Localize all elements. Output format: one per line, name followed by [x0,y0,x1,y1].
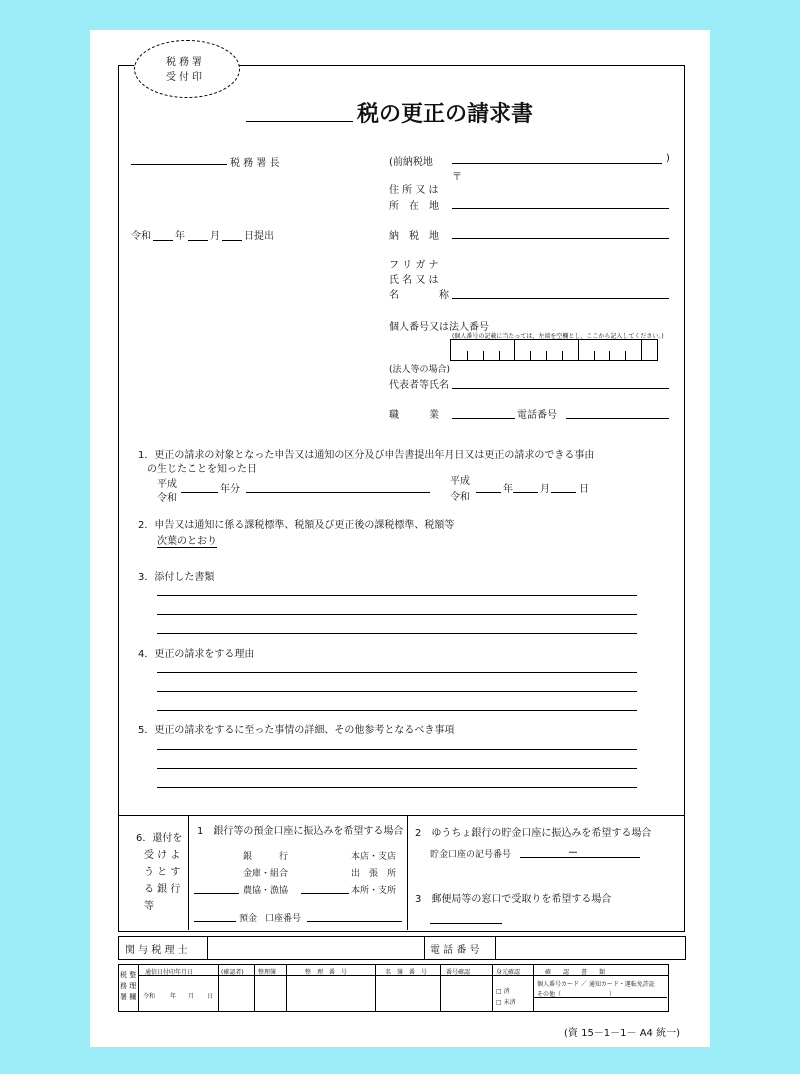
office-col-5 [375,964,376,1011]
section2-attachment-note: 次葉のとおり [157,532,217,548]
s5-line-3[interactable] [157,787,637,788]
s1-reiwa-left: 令和 [157,493,177,504]
bank-name-field[interactable] [194,893,239,894]
s3-line-1[interactable] [157,595,637,596]
yokin-label: 預金 [239,914,258,924]
refund-option-2: 2 ゆうちょ銀行の貯金口座に振込みを希望する場合 [415,828,652,839]
prev-tax-place-field[interactable] [452,163,662,164]
office-h-documents: 確 認 書 類 [545,969,606,976]
phone-label: 電話番号 [517,410,557,421]
s1-reiwa-right: 令和 [450,492,470,503]
s1-nenbun: 年分 [220,484,240,495]
address-field[interactable] [452,208,669,209]
accountant-div-2 [424,936,425,959]
section1-heading-cont: の生じたことを知った日 [147,464,257,475]
refund-label-1: 6．還付を [136,833,183,844]
name-field[interactable] [452,298,669,299]
office-col-4 [286,964,287,1011]
date-month: 月 [210,231,220,242]
name-label-2: 名 称 [389,290,449,301]
occupation-label: 職 業 [389,410,439,421]
corp-case-label: (法人等の場合) [389,365,451,375]
refund-label-5: 等 [144,901,154,912]
refund-label [132,830,182,915]
section4-heading: 4．更正の請求をする理由 [138,649,255,660]
office-col-1 [138,964,139,1011]
office-col-7 [492,964,493,1011]
s4-line-1[interactable] [157,672,637,673]
office-col-8 [533,964,534,1011]
s1-nen: 年 [503,484,513,495]
s1-year-field[interactable] [181,492,218,493]
s5-line-2[interactable] [157,768,637,769]
refund-label-4: る 銀 行 [144,884,181,895]
docs-line2: その他（ ） [537,991,616,998]
mynumber-note: (個人番号の記載に当たっては、左端を空欄とし、ここから記入してください。) [452,333,664,340]
post-office-field[interactable] [430,923,502,924]
phone-field[interactable] [566,418,669,419]
office-date-year: 年 [170,993,177,1000]
branch2-label: 出 張 所 [351,869,397,879]
refund-option-3: 3 郵便局等の窓口で受取りを希望する場合 [415,894,612,905]
symbol-number-label: 貯金口座の記号番号 [430,850,512,860]
office-chief-label: 税 務 署 長 [230,158,280,169]
office-side-label [120,970,136,1003]
account-number-label: 口座番号 [265,914,302,924]
occupation-field[interactable] [452,418,515,419]
office-col-6 [440,964,441,1011]
office-col-2 [218,964,219,1011]
submit-month-field[interactable] [188,240,208,241]
s1-date-month-field[interactable] [513,492,538,493]
s5-line-1[interactable] [157,749,637,750]
accountant-label: 関 与 税 理 士 [125,945,188,956]
kinko-label: 金庫・組合 [243,869,289,879]
office-h-number-check: 番号確認 [446,969,471,976]
stamp-line2: 受付印 [166,72,205,83]
refund-label-3: う と す [144,867,181,878]
office-h-identity-check: 身元確認 [496,969,521,976]
branch3-label: 本所・支所 [351,886,397,896]
check-done[interactable]: □ 済 [496,988,510,995]
rep-name-field[interactable] [452,388,669,389]
title-tax-blank[interactable] [246,121,353,122]
office-date-day: 日 [207,993,214,1000]
branch1-label: 本店・支店 [351,852,397,862]
s4-line-2[interactable] [157,691,637,692]
nokyo-label: 農協・漁協 [243,886,289,896]
office-name-field[interactable] [131,164,227,165]
refund-label-2: 受 け よ [144,850,181,861]
date-year: 年 [175,231,185,242]
branch-name-field[interactable] [301,893,349,894]
refund-label-divider [188,815,189,930]
s1-heisei-right: 平成 [450,476,470,487]
refund-options-divider [407,815,408,930]
submit-day-field[interactable] [222,240,242,241]
refund-top-border [118,815,684,816]
s3-line-2[interactable] [157,614,637,615]
section1-heading: 1．更正の請求の対象となった申告又は通知の区分及び申告書提出年月日又は更正の請求のできる事由 [138,450,595,461]
symbol-number-field[interactable] [520,857,640,858]
address-label-2: 所 在 地 [389,201,439,212]
furigana-label: フ リ ガ ナ [389,260,439,271]
office-side-3: 署 欄 [120,993,137,1001]
office-side-1: 税 整 [120,971,137,979]
s1-tsuki: 月 [540,484,550,495]
office-col-3 [254,964,255,1011]
docs-line1: 個人番号カード ／ 通知カード・運転免許証 [537,981,655,988]
refund-option-1: 1 銀行等の預金口座に振込みを希望する場合 [197,826,404,837]
office-h-confirmer: (確認者) [221,969,244,976]
accountant-phone-label: 電 話 番 号 [430,945,480,956]
page-title: 税の更正の請求書 [357,101,534,127]
rep-name-label: 代表者等氏名 [389,380,449,391]
office-h-meibo-no: 名 簿 番 号 [385,969,428,976]
date-submit: 日提出 [244,231,274,242]
bank-label: 銀 行 [243,852,289,862]
account-number-field[interactable] [307,921,402,922]
postal-mark: 〒 [452,172,462,183]
form-code: (資 15－1－1－ A4 統一) [564,1028,680,1039]
submit-year-field[interactable] [153,240,173,241]
accountant-div-3 [495,936,496,959]
office-h-date: 通信日付印年月日 [145,969,194,976]
accountant-row [118,936,686,960]
mynumber-label: 個人番号又は法人番号 [389,322,489,333]
office-h-register: 整理簿 [258,969,277,976]
s1-hi: 日 [579,484,589,495]
tax-place-label: 納 税 地 [389,231,439,242]
s3-line-3[interactable] [157,633,637,634]
s1-date-day-field[interactable] [551,492,576,493]
address-label-1: 住 所 又 は [389,185,439,196]
office-date-reiwa: 令和 [143,993,156,1000]
s1-return-type-field[interactable] [246,492,430,493]
office-date-month: 月 [188,993,195,1000]
docs-divider [533,997,667,998]
prev-tax-place-close: ) [666,153,670,164]
deposit-type-field[interactable] [194,921,236,922]
section5-heading: 5．更正の請求をするに至った事情の詳細、その他参考となるべき事項 [138,725,455,736]
office-h-seiri-no: 整 理 番 号 [305,969,348,976]
section2-heading: 2．申告又は通知に係る課税標準、税額及び更正後の課税標準、税額等 [138,520,455,531]
check-not-done[interactable]: □ 未済 [496,999,516,1006]
office-side-2: 務 理 [120,982,137,990]
date-reiwa: 令和 [131,231,151,242]
s1-date-year-field[interactable] [476,492,501,493]
mynumber-boxes[interactable] [450,339,658,361]
prev-tax-place-label: (前納税地 [389,157,433,168]
tax-place-field[interactable] [452,238,669,239]
s1-heisei-left: 平成 [157,479,177,490]
stamp-line1: 税務署 [166,57,205,68]
name-label-1: 氏 名 又 は [389,275,439,286]
section3-heading: 3．添付した書類 [138,572,215,583]
s4-line-3[interactable] [157,710,637,711]
accountant-div-1 [207,936,208,959]
symbol-dash: － [568,848,578,859]
